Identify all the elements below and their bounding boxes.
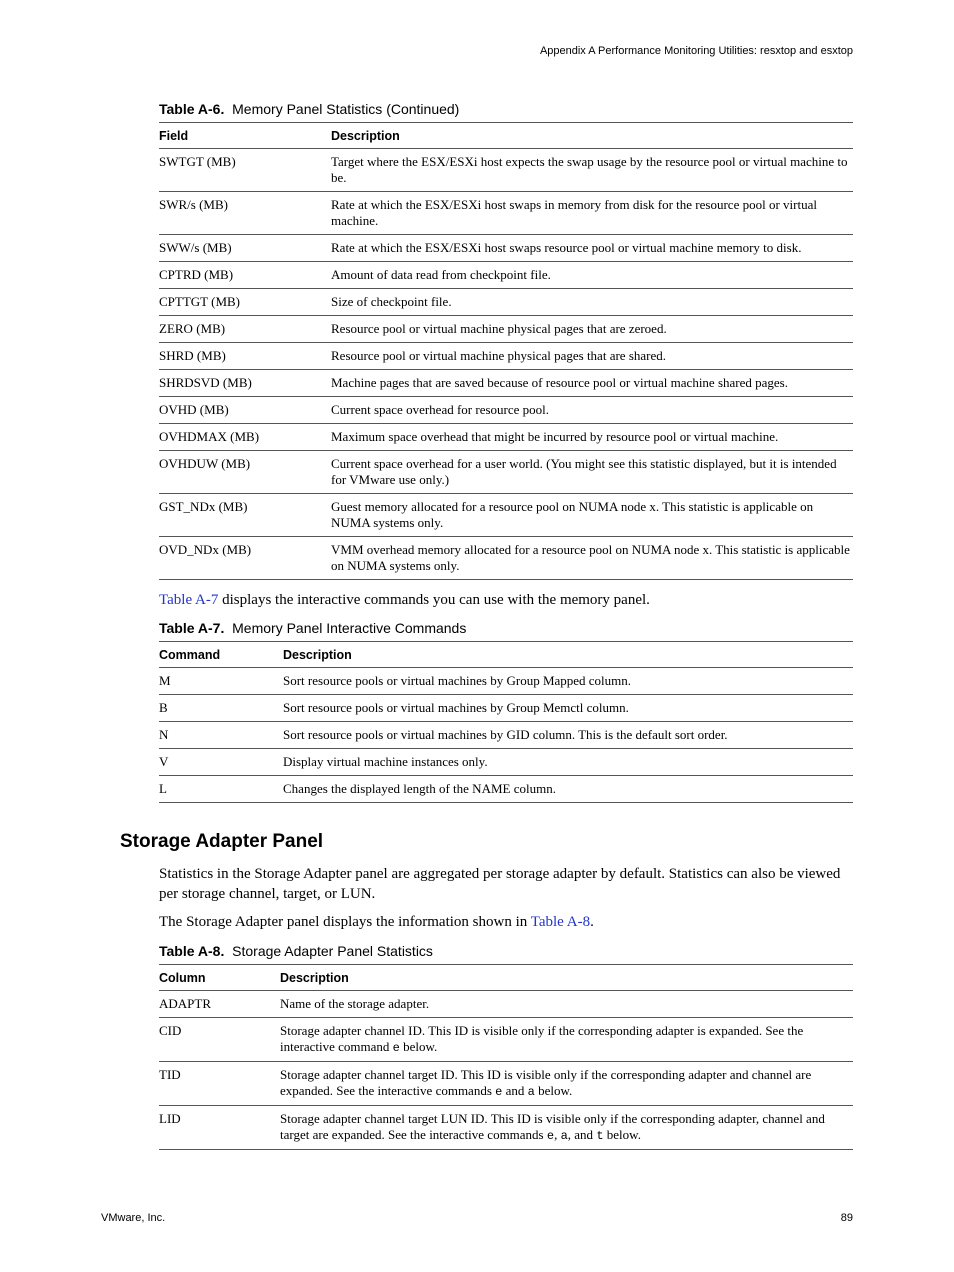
table-a7-header-row [159,642,853,668]
table-row [159,668,853,695]
footer-company: VMware, Inc. [101,1212,166,1224]
table-row [159,397,853,424]
command-code: t [596,1129,604,1143]
description-cell: Size of checkpoint file. [331,289,853,316]
table-row [159,370,853,397]
description-cell [280,1018,853,1062]
description-text: Storage adapter channel target ID. This ID is visible only if the corresponding adapter and channel are expanded. See the interactive commands [280,1067,812,1098]
field-cell: SWR/s (MB) [159,192,331,235]
description-text: Name of the storage adapter. [280,996,430,1011]
field-cell: ZERO (MB) [159,316,331,343]
column-cell: ADAPTR [159,991,280,1018]
table-a8-header-column: Column [159,965,280,991]
table-row [159,1062,853,1106]
description-cell: VMM overhead memory allocated for a resource pool on NUMA node x. This statistic is applicable on NUMA systems only. [331,537,853,580]
description-cell: Guest memory allocated for a resource pool on NUMA node x. This statistic is applicable on NUMA systems only. [331,494,853,537]
table-a7-caption-label: Table A-7. [159,620,225,636]
description-cell: Resource pool or virtual machine physical pages that are shared. [331,343,853,370]
field-cell: GST_NDx (MB) [159,494,331,537]
table-row [159,537,853,580]
description-cell [280,1106,853,1150]
description-cell: Rate at which the ESX/ESXi host swaps resource pool or virtual machine memory to disk. [331,235,853,262]
section-paragraph-1: Statistics in the Storage Adapter panel are aggregated per storage adapter by default. Statistics can also be viewed per storage channel, target, or LUN. [159,866,841,902]
field-cell: OVHDMAX (MB) [159,424,331,451]
table-row [159,289,853,316]
column-cell: TID [159,1062,280,1106]
description-cell: Sort resource pools or virtual machines by Group Memctl column. [283,695,853,722]
section-paragraph-2-text: The Storage Adapter panel displays the information shown in [159,914,531,930]
description-cell: Sort resource pools or virtual machines by Group Mapped column. [283,668,853,695]
table-row [159,722,853,749]
description-cell: Rate at which the ESX/ESXi host swaps in memory from disk for the resource pool or virtual machine. [331,192,853,235]
table-a6-header-field: Field [159,123,331,149]
table-a8-caption-label: Table A-8. [159,943,225,959]
table-a7-caption-text: Memory Panel Interactive Commands [232,620,467,636]
description-text: below. [603,1127,641,1142]
table-a8-caption-text: Storage Adapter Panel Statistics [232,943,433,959]
description-cell [280,991,853,1018]
section-heading: Storage Adapter Panel [120,831,324,852]
description-text: and [502,1083,528,1098]
table-a7-header-command: Command [159,642,283,668]
table-row [159,343,853,370]
description-cell: Sort resource pools or virtual machines by GID column. This is the default sort order. [283,722,853,749]
description-cell: Machine pages that are saved because of resource pool or virtual machine shared pages. [331,370,853,397]
section-paragraph-2 [159,912,853,932]
field-cell: CPTRD (MB) [159,262,331,289]
description-cell [280,1062,853,1106]
field-cell: CPTTGT (MB) [159,289,331,316]
description-cell: Display virtual machine instances only. [283,749,853,776]
command-cell: V [159,749,283,776]
description-text: below. [399,1039,438,1054]
table-a6 [159,122,853,580]
command-cell: N [159,722,283,749]
table-a8-header-description: Description [280,965,853,991]
field-cell: SHRD (MB) [159,343,331,370]
table-a8 [159,964,853,1150]
description-cell: Current space overhead for resource pool. [331,397,853,424]
table-row [159,192,853,235]
field-cell: SWW/s (MB) [159,235,331,262]
table-row [159,749,853,776]
field-cell: SHRDSVD (MB) [159,370,331,397]
table-a7-intro-paragraph [159,590,853,610]
field-cell: OVHDUW (MB) [159,451,331,494]
table-a6-caption [159,101,459,117]
description-cell: Maximum space overhead that might be incurred by resource pool or virtual machine. [331,424,853,451]
command-code: a [527,1085,535,1099]
table-row [159,235,853,262]
description-text: , and [567,1127,597,1142]
command-code: e [495,1085,503,1099]
table-row [159,424,853,451]
table-row [159,262,853,289]
table-a7-caption [159,620,466,636]
table-a6-caption-label: Table A-6. [159,101,225,117]
description-cell: Changes the displayed length of the NAME column. [283,776,853,803]
description-text: Storage adapter channel ID. This ID is visible only if the corresponding adapter is expanded. See the interactive command [280,1023,804,1054]
description-text: below. [534,1083,573,1098]
table-a7-intro-text: displays the interactive commands you can use with the memory panel. [218,592,650,608]
field-cell: OVHD (MB) [159,397,331,424]
table-row [159,991,853,1018]
table-row [159,1106,853,1150]
table-row [159,494,853,537]
table-a8-header-row [159,965,853,991]
table-a8-caption [159,943,433,959]
table-row [159,1018,853,1062]
command-cell: M [159,668,283,695]
command-code: e [546,1129,555,1143]
running-header: Appendix A Performance Monitoring Utilities: resxtop and esxtop [539,45,853,57]
table-a7 [159,641,853,803]
table-a6-header-description: Description [331,123,853,149]
description-cell: Amount of data read from checkpoint file. [331,262,853,289]
description-text: , [554,1127,561,1142]
footer-page-number: 89 [840,1212,853,1224]
field-cell: SWTGT (MB) [159,149,331,192]
table-row [159,149,853,192]
description-cell: Target where the ESX/ESXi host expects the swap usage by the resource pool or virtual machine to be. [331,149,853,192]
section-paragraph-2-end: . [590,914,594,930]
description-text: Storage adapter channel target LUN ID. This ID is visible only if the corresponding adapter, channel and target are expanded. See the interactive commands [280,1111,825,1142]
command-cell: L [159,776,283,803]
table-a8-link[interactable]: Table A-8 [530,914,591,930]
description-cell: Current space overhead for a user world. (You might see this statistic displayed, but it is intended for VMware use only.) [331,451,853,494]
table-row [159,451,853,494]
table-row [159,316,853,343]
command-cell: B [159,695,283,722]
table-a7-header-description: Description [283,642,853,668]
command-code: a [560,1129,568,1143]
table-a7-link[interactable]: Table A-7 [159,592,219,608]
table-a6-header-row [159,123,853,149]
table-row [159,776,853,803]
table-row [159,695,853,722]
command-code: e [392,1041,400,1055]
field-cell: OVD_NDx (MB) [159,537,331,580]
column-cell: LID [159,1106,280,1150]
description-cell: Resource pool or virtual machine physical pages that are zeroed. [331,316,853,343]
table-a6-caption-text: Memory Panel Statistics (Continued) [232,101,460,117]
column-cell: CID [159,1018,280,1062]
